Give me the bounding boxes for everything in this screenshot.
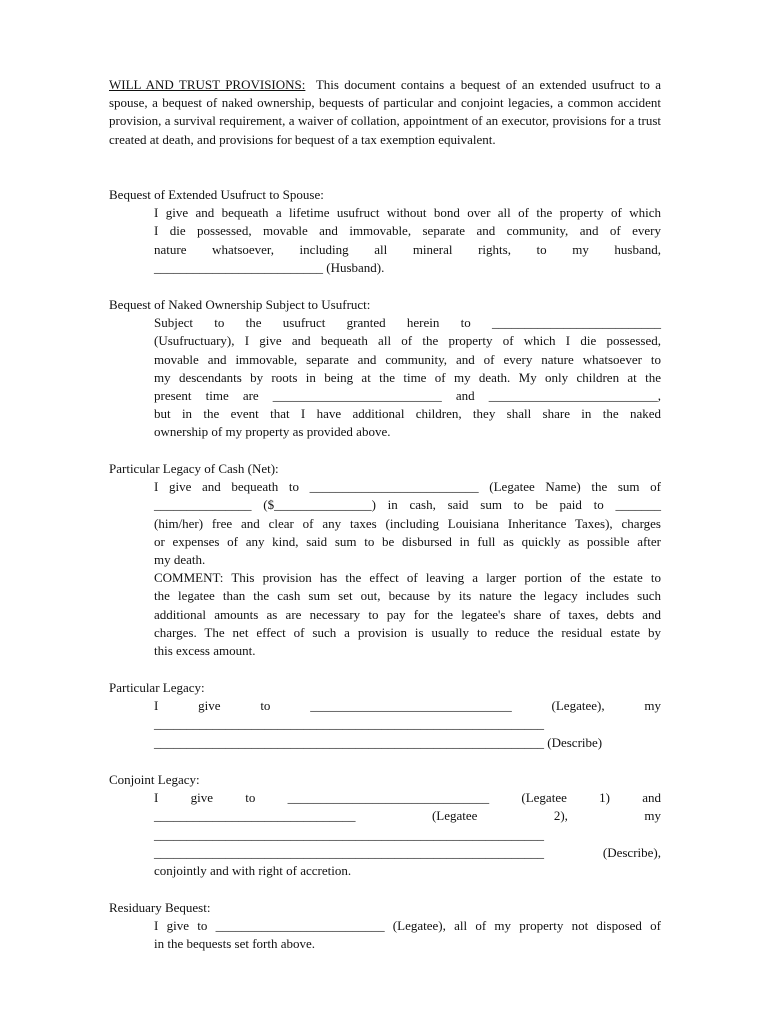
section-conjoint-legacy <box>109 771 661 880</box>
residuary-line-2: in the bequests set forth above. <box>154 936 316 952</box>
section-naked-ownership <box>109 296 661 442</box>
cash-line-5: my death. <box>154 552 206 568</box>
section-cash-legacy <box>109 460 661 660</box>
intro-title: WILL AND TRUST PROVISIONS: <box>109 77 306 92</box>
intro-text: This document contains a bequest of an extended usufruct to a spouse, a bequest of naked ownership, bequests of particular and conjoint legacies, a common accident provision, a survival requirement, a waiver of collation, appointment of an executor, provisions for a trust created at death, and provisions for bequest of a tax exemption equivalent. <box>109 77 661 147</box>
section-usufruct <box>109 186 661 277</box>
cash-comment-2: the legatee than the cash sum set out, because by its nature the legacy includes such <box>154 588 661 604</box>
usufruct-line-3: nature whatsoever, including all mineral rights, to my husband, <box>154 241 661 257</box>
cash-comment-3: additional amounts as are necessary to pay for the legatee's share of taxes, debts and <box>154 606 661 622</box>
naked-line-7: ownership of my property as provided above. <box>154 424 391 440</box>
naked-line-1: Subject to the usufruct granted herein to __________________________ <box>154 315 661 331</box>
conjoint-line-1: I give to _______________________________ (Legatee 1) and <box>154 790 661 806</box>
naked-line-6: but in the event that I have additional children, they shall share in the naked <box>154 406 661 422</box>
naked-line-4: my descendants by roots in being at the time of my death. My only children at the <box>154 369 661 385</box>
residuary-heading: Residuary Bequest: <box>109 900 211 915</box>
cash-comment-4: charges. The net effect of such a provision is usually to reduce the residual estate by <box>154 624 661 640</box>
particular-line-3: ____________________________________________________________ (Describe) <box>154 734 603 750</box>
conjoint-heading: Conjoint Legacy: <box>109 772 200 787</box>
conjoint-line-3: ____________________________________________________________ <box>154 826 544 842</box>
conjoint-line-4: ____________________________________________________________ (Describe), <box>154 844 661 860</box>
cash-line-2: _______________ ($_______________) in cash, said sum to be paid to _______ <box>154 497 661 513</box>
conjoint-line-2: _______________________________ (Legatee 2), my <box>154 808 661 824</box>
cash-line-4: or expenses of any kind, said sum to be disbursed in full as quickly as possible after <box>154 533 661 549</box>
cash-comment-1: COMMENT: This provision has the effect of leaving a larger portion of the estate to <box>154 570 661 586</box>
section-particular-legacy <box>109 679 661 752</box>
usufruct-line-1: I give and bequeath a lifetime usufruct without bond over all of the property of which <box>154 205 661 221</box>
cash-line-3: (him/her) free and clear of any taxes (including Louisiana Inheritance Taxes), charges <box>154 515 661 531</box>
cash-heading: Particular Legacy of Cash (Net): <box>109 461 279 476</box>
particular-line-1: I give to _______________________________ (Legatee), my <box>154 698 661 714</box>
particular-heading: Particular Legacy: <box>109 680 205 695</box>
particular-line-2: ____________________________________________________________ <box>154 716 544 732</box>
usufruct-heading: Bequest of Extended Usufruct to Spouse: <box>109 187 324 202</box>
naked-line-5: present time are __________________________ and __________________________, <box>154 388 661 404</box>
naked-heading: Bequest of Naked Ownership Subject to Usufruct: <box>109 297 371 312</box>
residuary-line-1: I give to __________________________ (Legatee), all of my property not disposed of <box>154 918 661 934</box>
section-residuary-bequest <box>109 899 661 954</box>
cash-line-1: I give and bequeath to __________________________ (Legatee Name) the sum of <box>154 479 661 495</box>
cash-comment-5: this excess amount. <box>154 643 256 659</box>
naked-line-2: (Usufructuary), I give and bequeath all of the property of which I die possessed, <box>154 333 661 349</box>
usufruct-line-4: __________________________ (Husband). <box>154 259 385 275</box>
usufruct-line-2: I die possessed, movable and immovable, separate and community, and of every <box>154 223 661 239</box>
intro-paragraph <box>109 76 661 149</box>
conjoint-line-5: conjointly and with right of accretion. <box>154 863 352 879</box>
naked-line-3: movable and immovable, separate and community, and of every nature whatsoever to <box>154 351 661 367</box>
